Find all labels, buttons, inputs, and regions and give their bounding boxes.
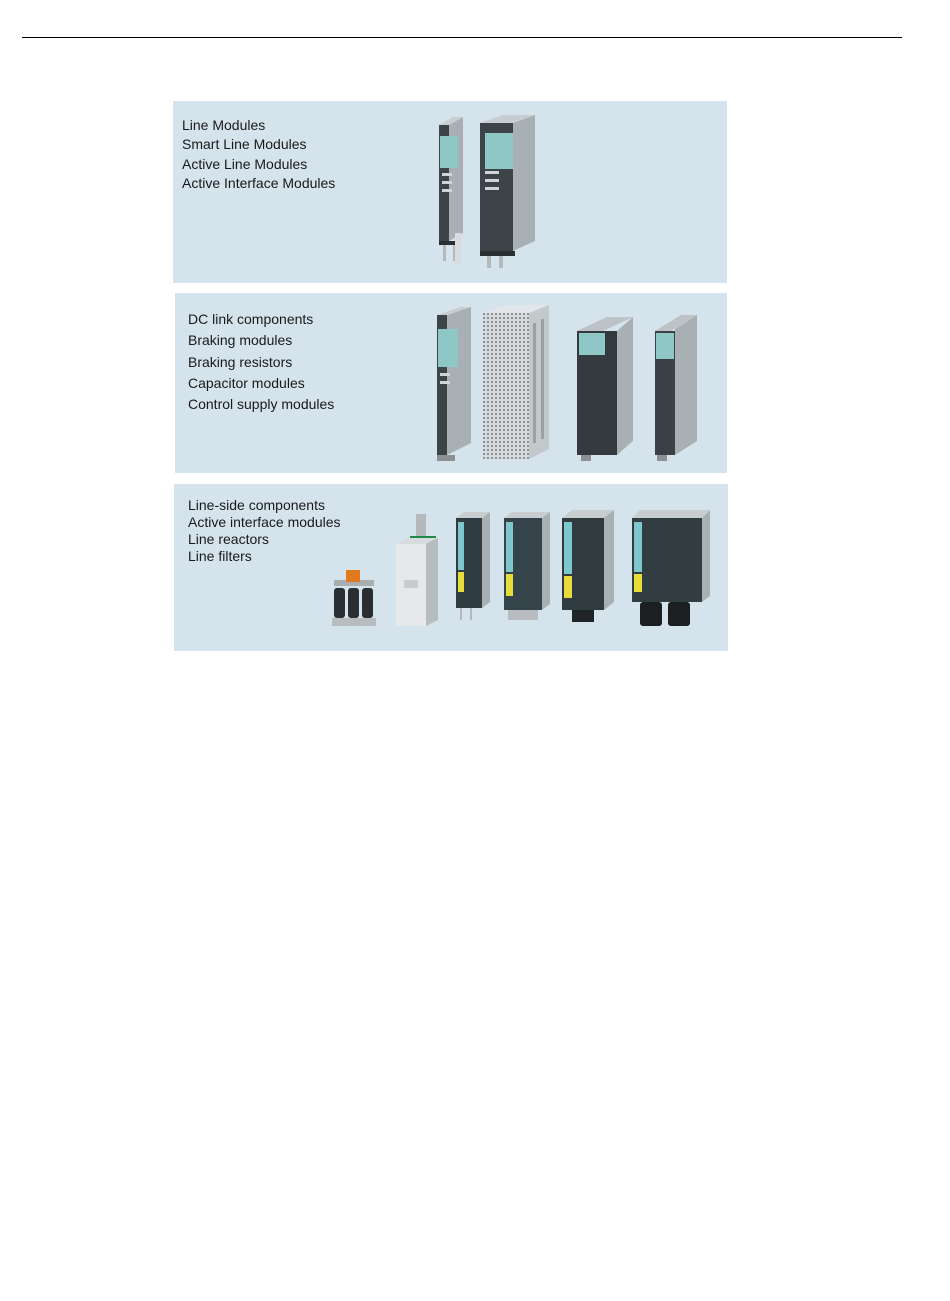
- braking-resistor-image: [483, 305, 549, 459]
- list-item: Active Interface Modules: [182, 175, 336, 192]
- dc-link-components-panel: [175, 293, 727, 473]
- active-interface-module-1-image: [456, 512, 490, 620]
- list-item: Smart Line Modules: [182, 136, 307, 153]
- dc-link-components-photo: [175, 293, 727, 473]
- list-item: Line reactors: [188, 531, 269, 547]
- capacitor-module-image: [577, 317, 633, 461]
- list-item: Line Modules: [182, 117, 266, 133]
- braking-module-image: [437, 307, 471, 461]
- list-item: DC link components: [188, 311, 314, 327]
- top-rule: [22, 37, 902, 38]
- list-item: Active Line Modules: [182, 155, 308, 172]
- list-item: Active interface modules: [188, 514, 341, 530]
- line-modules-panel: [173, 101, 727, 283]
- list-item: Control supply modules: [188, 396, 335, 413]
- line-reactor-image: [332, 570, 376, 626]
- list-item: Braking modules: [188, 332, 293, 349]
- active-interface-module-3-image: [562, 510, 614, 622]
- line-side-components-panel: [174, 484, 728, 651]
- list-item: Braking resistors: [188, 353, 293, 370]
- control-supply-module-image: [655, 315, 697, 461]
- active-interface-module-4-image: [632, 510, 710, 626]
- line-module-wide-image: [480, 115, 535, 268]
- active-interface-module-2-image: [504, 512, 550, 620]
- line-side-components-photo: [174, 484, 728, 651]
- line-filter-image: [396, 514, 438, 626]
- line-modules-photo: [173, 101, 727, 283]
- line-module-narrow-image: [439, 117, 463, 263]
- list-item: Capacitor modules: [188, 374, 305, 391]
- list-item: Line filters: [188, 548, 252, 564]
- list-item: Line-side components: [188, 497, 325, 513]
